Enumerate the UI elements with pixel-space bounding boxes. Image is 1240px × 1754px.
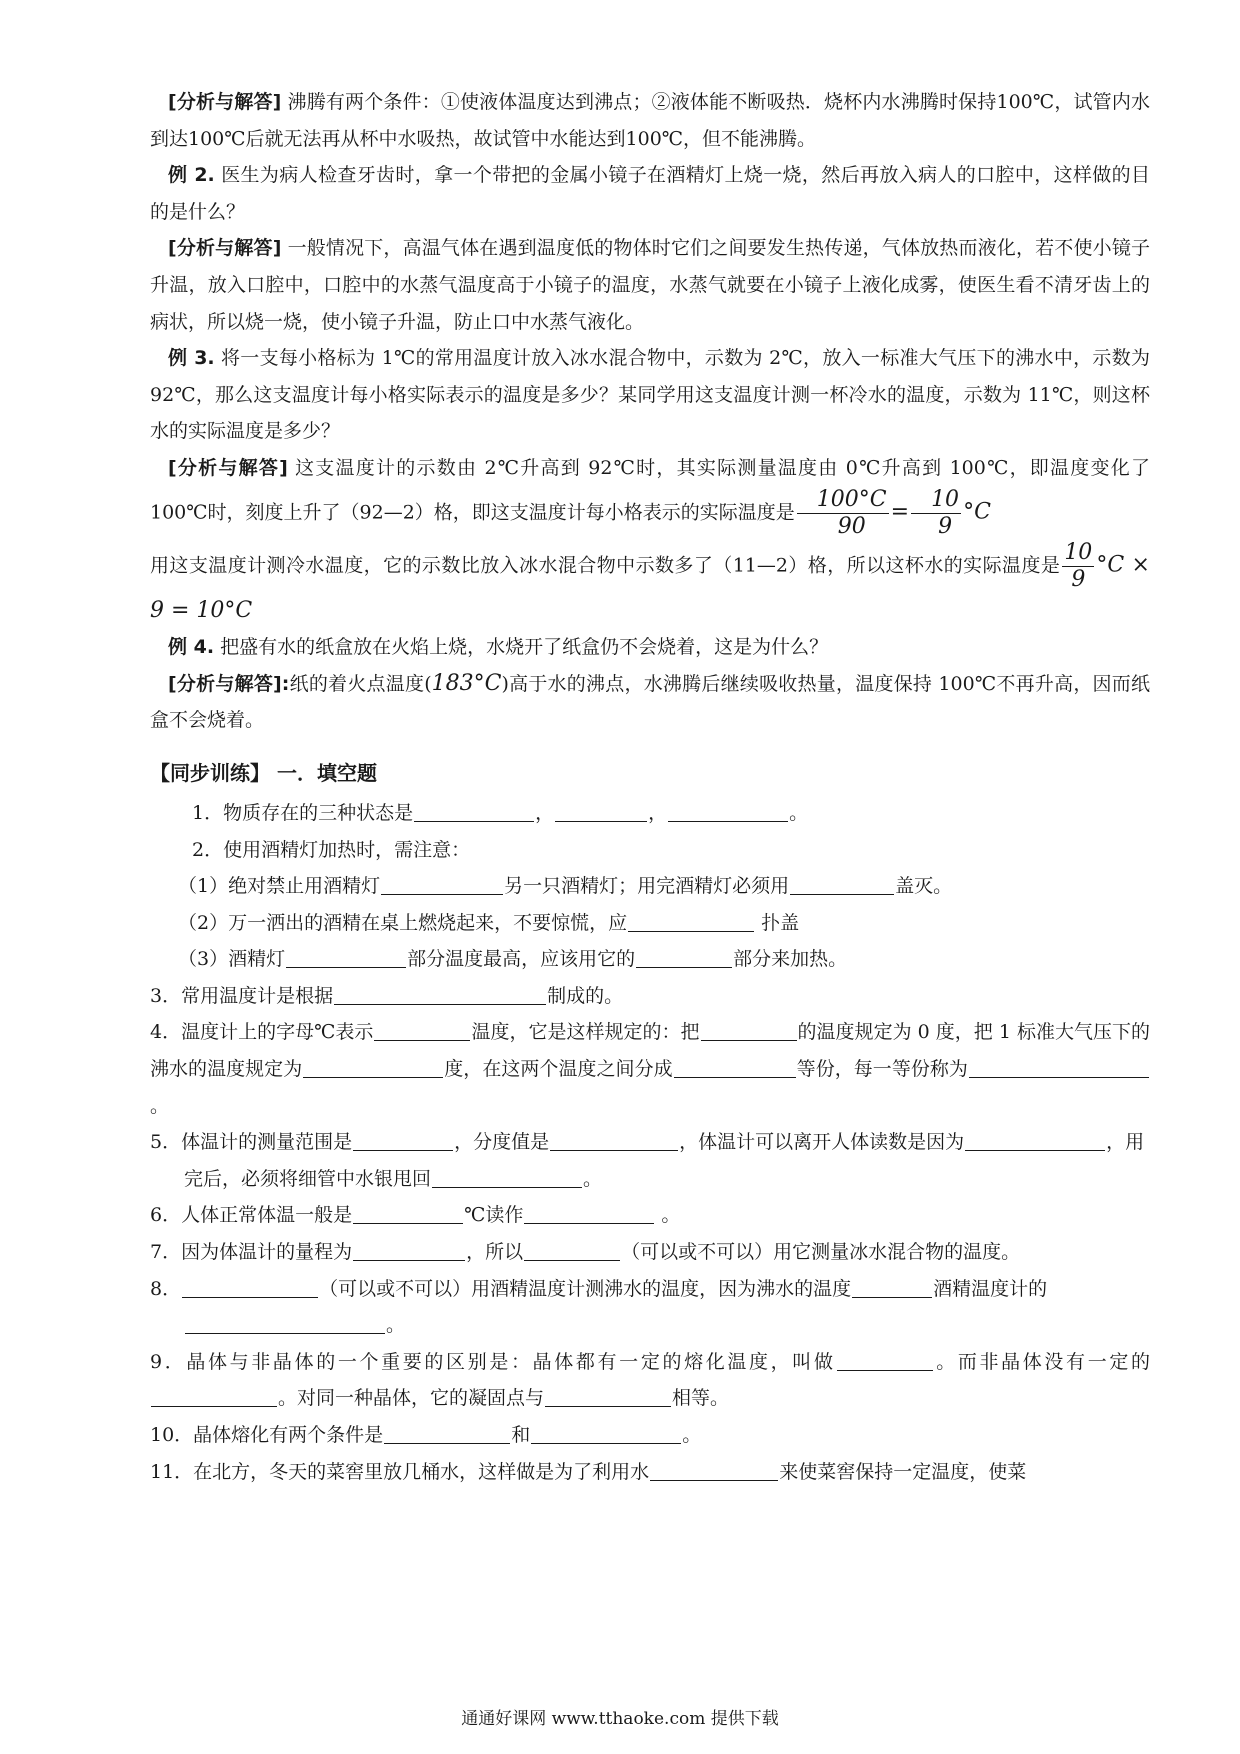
example-label: 例 3. [168, 347, 215, 370]
question-text: 。而非晶体没有一定的 [933, 1350, 1150, 1373]
example-2-analysis [150, 230, 1150, 340]
question-text: ，分度值是 [454, 1131, 550, 1154]
question-text: 和 [511, 1424, 531, 1446]
answer-blank[interactable] [628, 909, 754, 932]
question-6 [150, 1197, 1150, 1234]
answer-blank[interactable] [674, 1055, 796, 1078]
fraction-numerator: 100°C [797, 487, 889, 514]
fraction-100-over-90 [797, 487, 889, 540]
question-text: 3．常用温度计是根据 [150, 984, 334, 1007]
answer-blank[interactable] [334, 982, 546, 1005]
question-text: 。 [789, 801, 809, 824]
answer-blank[interactable] [432, 1165, 582, 1188]
question-text: 另一只酒精灯；用完酒精灯必须用 [504, 875, 790, 898]
question-8 [150, 1271, 1150, 1344]
question-text: 等份，每一等份称为 [796, 1058, 968, 1081]
question-text: ℃读作 [464, 1204, 524, 1227]
example-2 [150, 157, 1150, 230]
answer-blank[interactable] [701, 1018, 797, 1041]
answer-blank[interactable] [524, 1201, 654, 1224]
example-3-analysis-continued [150, 540, 1150, 630]
answer-blank[interactable] [852, 1275, 932, 1298]
question-2-3 [150, 941, 1150, 978]
ignition-temperature: 183°C [431, 670, 502, 696]
example-4 [150, 629, 1150, 666]
answer-blank[interactable] [636, 945, 732, 968]
question-text: ， [648, 801, 668, 824]
result-expression: °C × 9 = 10°C [150, 552, 1150, 623]
analysis-text: 纸的着火点温度( [289, 672, 432, 695]
example-text: 将一支每小格标为 1℃的常用温度计放入冰水混合物中，示数为 2℃，放入一标准大气压下的沸水中，示数为 92℃，那么这支温度计每小格实际表示的温度是多少？某同学用这支温度计测一杯冷水的温度，示数为 11℃，则这杯水的实际温度是多少？ [150, 347, 1150, 443]
question-text: 。 [386, 1314, 406, 1337]
analysis-label: [分析与解答] [168, 456, 288, 479]
question-7 [150, 1234, 1150, 1271]
question-text: 5．体温计的测量范围是 [150, 1131, 353, 1154]
question-text: 10．晶体熔化有两个条件是 [150, 1424, 384, 1446]
answer-blank[interactable] [969, 1055, 1149, 1078]
question-1 [150, 795, 1150, 832]
analysis-text: 一般情况下，高温气体在遇到温度低的物体时它们之间要发生热传递，气体放热而液化，若不使小镜子升温，放入口腔中，口腔中的水蒸气温度高于小镜子的温度，水蒸气就要在小镜子上液化成雾，使医生看不清牙齿上的病状，所以烧一烧，使小镜子升温，防止口中水蒸气液化。 [150, 237, 1150, 333]
example-3-analysis [150, 450, 1150, 540]
question-text: 。 [682, 1424, 702, 1446]
answer-blank[interactable] [185, 1311, 385, 1334]
question-text: 度，在这两个温度之间分成 [444, 1058, 673, 1081]
answer-blank[interactable] [353, 1128, 453, 1151]
analysis-text: 这支温度计的示数由 2℃升高到 92℃时，其实际测量温度由 0℃升高到 100℃，即温度变化了 100℃时，刻度上升了（92—2）格，即这支温度计每小格表示的实际温度是 [150, 456, 1150, 524]
question-text: 温度，它是这样规定的：把 [471, 1021, 700, 1044]
question-text: 。 [150, 1094, 170, 1117]
example-3 [150, 340, 1150, 450]
document-body [150, 84, 1150, 1490]
answer-blank[interactable] [353, 1238, 465, 1261]
question-text: ，用完后，必须将细管中水银甩回 [184, 1131, 1145, 1190]
question-text: 。 [661, 1204, 681, 1227]
answer-blank[interactable] [303, 1055, 443, 1078]
fraction-denominator: 9 [938, 513, 953, 539]
fraction-10-over-9 [1062, 540, 1094, 593]
question-3 [150, 978, 1150, 1015]
analysis-text: 沸腾有两个条件：①使液体温度达到沸点；②液体能不断吸热．烧杯内水沸腾时保持100℃，试管内水到达100℃后就无法再从杯中水吸热，故试管中水能达到100℃，但不能沸腾。 [150, 91, 1150, 150]
question-4 [150, 1014, 1150, 1124]
question-11 [150, 1454, 1150, 1491]
question-text: 酒精温度计的 [933, 1277, 1048, 1300]
fraction-10-over-9 [911, 487, 961, 540]
question-10 [150, 1417, 1150, 1454]
question-text: 来使菜窖保持一定温度，使菜 [779, 1460, 1027, 1483]
question-text: 。 [583, 1167, 603, 1190]
question-text: 8． [150, 1277, 182, 1300]
question-text: （3）酒精灯 [178, 948, 286, 971]
question-text: 盖灭。 [895, 875, 953, 898]
question-2-2 [150, 905, 1150, 942]
question-text: 制成的。 [547, 984, 624, 1007]
fraction-numerator: 10 [1064, 539, 1093, 565]
answer-blank[interactable] [381, 872, 503, 895]
degree-unit: °C [963, 499, 991, 525]
answer-blank[interactable] [286, 945, 406, 968]
question-text: 11．在北方，冬天的菜窖里放几桶水，这样做是为了利用水 [150, 1460, 650, 1483]
analysis-label: [分析与解答] [168, 91, 282, 113]
analysis-label: [分析与解答] [168, 237, 282, 260]
answer-blank[interactable] [151, 1384, 277, 1407]
example-4-analysis [150, 666, 1150, 739]
answer-blank[interactable] [545, 1384, 671, 1407]
analysis-text: )高于水的沸点，水沸腾后继续吸收热量，温度保持 100℃不再升高，因而纸盒不会烧着。 [150, 672, 1151, 732]
question-text: （可以或不可以）用它测量冰水混合物的温度。 [621, 1241, 1021, 1264]
answer-blank[interactable] [531, 1421, 681, 1444]
answer-blank[interactable] [182, 1275, 318, 1298]
answer-blank[interactable] [524, 1238, 620, 1261]
answer-blank[interactable] [374, 1018, 470, 1041]
question-text: 的温度规定为 0 度，把 1 标准大气压下的沸水的温度规定为 [150, 1021, 1150, 1081]
answer-blank[interactable] [668, 799, 788, 822]
question-text: 1．物质存在的三种状态是 [192, 801, 414, 824]
fraction-denominator: 9 [1071, 566, 1086, 592]
question-text: ，体温计可以离开人体读数是因为 [679, 1131, 965, 1154]
answer-blank[interactable] [650, 1458, 778, 1481]
question-text: 4．温度计上的字母℃表示 [150, 1021, 374, 1044]
answer-blank[interactable] [414, 799, 534, 822]
question-text: ， [535, 801, 555, 824]
question-text: 部分温度最高，应该用它的 [407, 948, 636, 971]
question-2 [150, 832, 1150, 869]
section-heading: 【同步训练】 一．填空题 [150, 760, 377, 785]
question-text: 9．晶体与非晶体的一个重要的区别是：晶体都有一定的熔化温度，叫做 [150, 1350, 836, 1373]
answer-blank[interactable] [384, 1421, 510, 1444]
question-text: （1）绝对禁止用酒精灯 [178, 875, 381, 898]
question-text: 。对同一种晶体，它的凝固点与 [278, 1387, 545, 1410]
answer-blank[interactable] [790, 872, 894, 895]
equals-sign: = [890, 499, 910, 525]
question-5 [150, 1124, 1150, 1197]
question-2-1 [150, 868, 1150, 905]
question-text: 2．使用酒精灯加热时，需注意： [192, 838, 471, 861]
page-footer: 通通好课网 www.tthaoke.com 提供下载 [461, 1709, 779, 1729]
example-1-analysis [150, 84, 1150, 157]
example-text: 把盛有水的纸盒放在火焰上烧，水烧开了纸盒仍不会烧着，这是为什么？ [220, 636, 829, 659]
answer-blank[interactable] [555, 799, 647, 822]
example-label: 例 4. [168, 636, 215, 659]
question-text: （可以或不可以）用酒精温度计测沸水的温度，因为沸水的温度 [319, 1277, 852, 1300]
question-text: 6．人体正常体温一般是 [150, 1204, 353, 1227]
question-text: 扑盖 [761, 911, 800, 934]
question-9 [150, 1344, 1150, 1417]
question-text: 相等。 [672, 1387, 730, 1410]
example-label: 例 2. [168, 164, 215, 187]
question-text: 部分来加热。 [733, 948, 848, 971]
answer-blank[interactable] [353, 1201, 463, 1224]
answer-blank[interactable] [837, 1348, 933, 1371]
analysis-label: [分析与解答]: [168, 672, 290, 695]
fraction-numerator: 10 [911, 487, 961, 514]
example-text: 医生为病人检查牙齿时，拿一个带把的金属小镜子在酒精灯上烧一烧，然后再放入病人的口腔中，这样做的目的是什么？ [150, 164, 1150, 223]
analysis-text: 用这支温度计测冷水温度，它的示数比放入冰水混合物中示数多了（11—2）格，所以这杯水的实际温度是 [150, 554, 1061, 577]
question-text: ，所以 [466, 1241, 524, 1264]
question-text: 7．因为体温计的量程为 [150, 1241, 353, 1264]
fraction-denominator: 90 [837, 513, 866, 539]
answer-blank[interactable] [965, 1128, 1105, 1151]
question-text: （2）万一洒出的酒精在桌上燃烧起来，不要惊慌，应 [178, 911, 628, 934]
answer-blank[interactable] [550, 1128, 678, 1151]
